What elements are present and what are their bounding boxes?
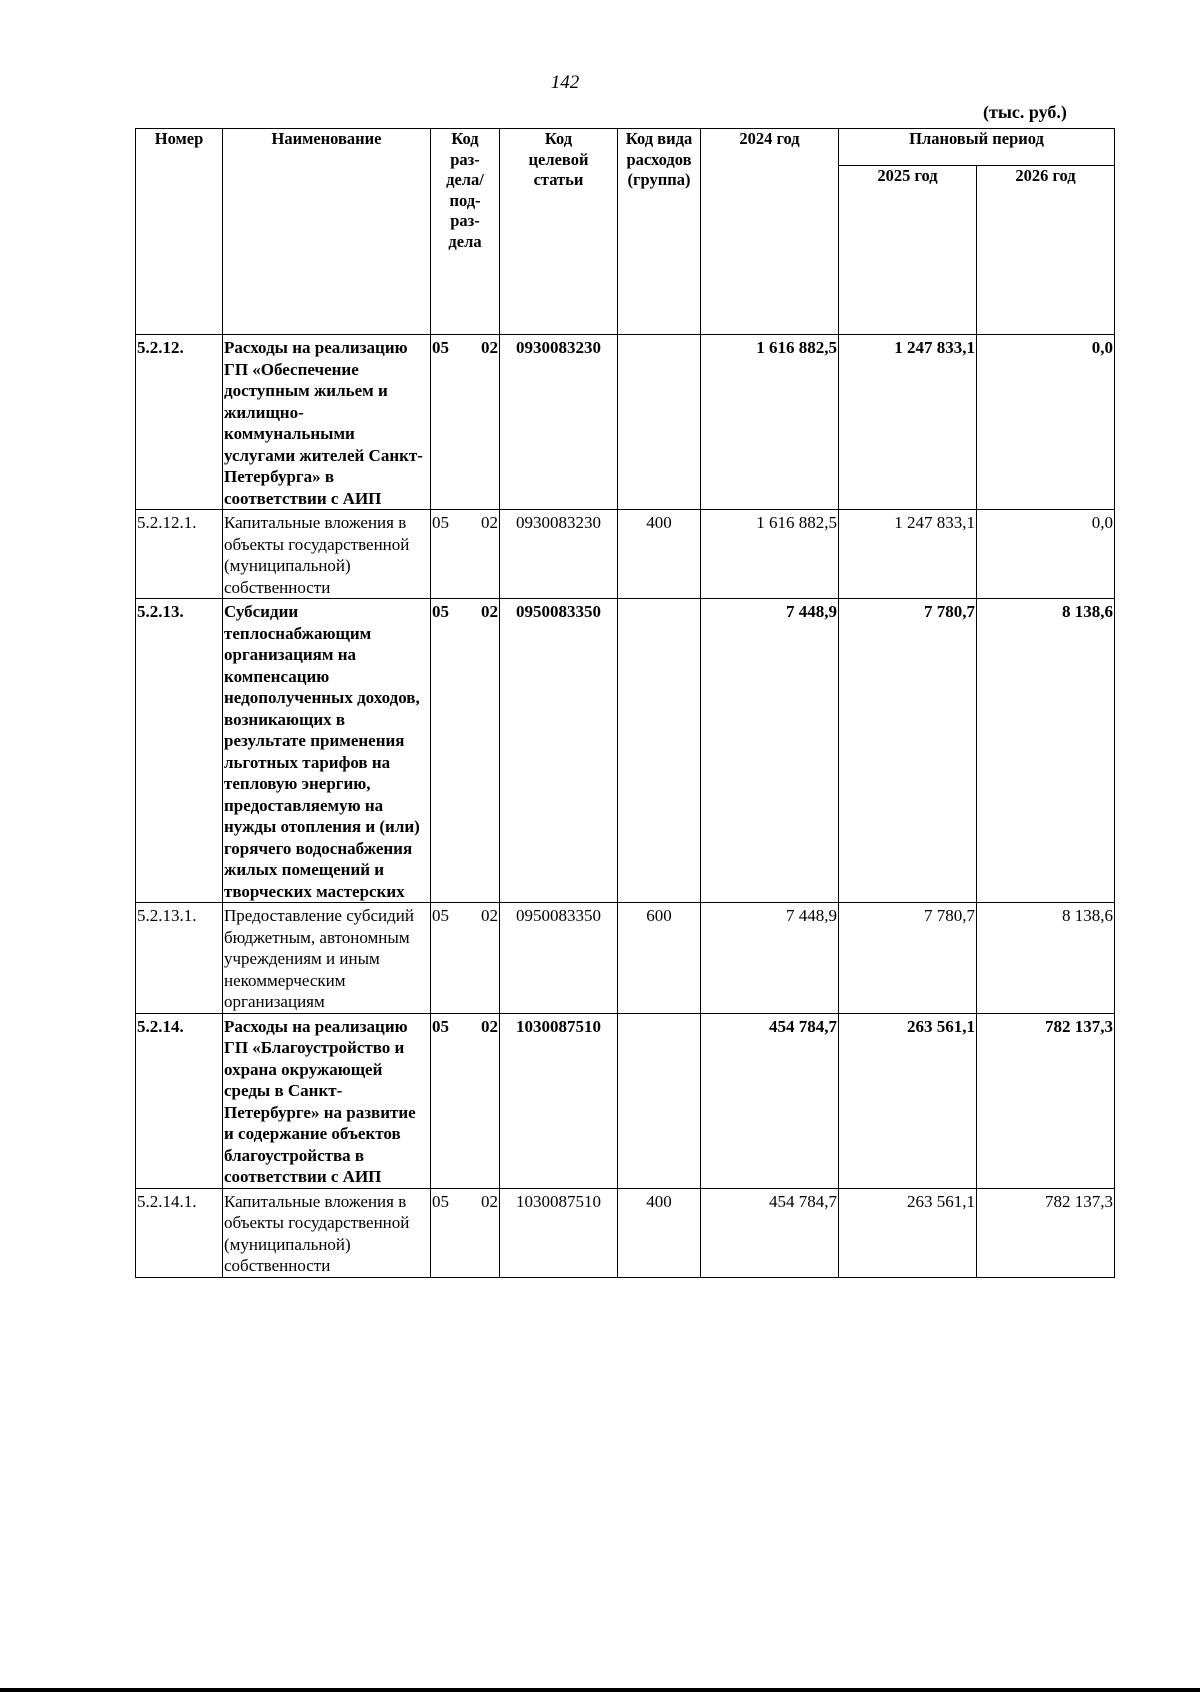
- row-amount-2025: 263 561,1: [839, 1013, 977, 1188]
- header-number: Номер: [136, 129, 223, 335]
- row-name: Расходы на реализацию ГП «Благоустройство и охрана окружающей среды в Санкт-Петербурге» на развитие и содержание объектов благоустройства в соответствии с АИП: [223, 1013, 431, 1188]
- table-row: [136, 599, 1115, 903]
- row-amount-2026: 8 138,6: [977, 903, 1115, 1014]
- row-amount-2024: 454 784,7: [701, 1013, 839, 1188]
- row-amount-2024: 1 616 882,5: [701, 510, 839, 599]
- row-section-code: [431, 1188, 500, 1277]
- page-number: 142: [550, 72, 580, 93]
- table-row: [136, 1013, 1115, 1188]
- row-section: 05: [432, 602, 449, 621]
- header-section-code: Код раз- дела/ под- раз- дела: [431, 129, 500, 335]
- header-year-2025: 2025 год: [839, 166, 977, 335]
- row-amount-2025: 1 247 833,1: [839, 510, 977, 599]
- row-target-code: 0930083230: [500, 510, 618, 599]
- scan-bottom-border: [0, 1688, 1200, 1692]
- row-subsection: 02: [481, 1191, 498, 1211]
- row-section: 05: [432, 906, 449, 925]
- table-row: [136, 1188, 1115, 1277]
- row-section: 05: [432, 338, 449, 357]
- header-name: Наименование: [223, 129, 431, 335]
- section-code-wrap: [432, 1016, 498, 1038]
- row-subsection: 02: [481, 906, 498, 925]
- row-section-code: [431, 510, 500, 599]
- row-subsection: 02: [481, 513, 498, 532]
- row-amount-2026: 0,0: [977, 335, 1115, 510]
- table-body: [136, 335, 1115, 1278]
- budget-table: [135, 128, 1115, 1278]
- row-expense-type: 400: [618, 1188, 701, 1277]
- header-row: [136, 129, 1115, 166]
- units-label: (тыс. руб.): [983, 102, 1067, 122]
- row-amount-2026: 782 137,3: [977, 1013, 1115, 1188]
- row-expense-type: [618, 335, 701, 510]
- row-amount-2025: 7 780,7: [839, 903, 977, 1014]
- section-code-wrap: [432, 601, 498, 623]
- row-number: 5.2.12.: [136, 335, 223, 510]
- header-expense-type: Код вида расходов (группа): [618, 129, 701, 335]
- row-section: 05: [432, 1191, 449, 1211]
- header-year-2026: 2026 год: [977, 166, 1115, 335]
- row-number: 5.2.12.1.: [136, 510, 223, 599]
- header-year-2024: 2024 год: [701, 129, 839, 335]
- table-row: [136, 903, 1115, 1014]
- row-amount-2025: 1 247 833,1: [839, 335, 977, 510]
- row-subsection: 02: [481, 602, 498, 621]
- row-number: 5.2.13.1.: [136, 903, 223, 1014]
- row-target-code: 0930083230: [500, 335, 618, 510]
- row-expense-type: 600: [618, 903, 701, 1014]
- row-name: Капитальные вложения в объекты государственной (муниципальной) собственности: [223, 510, 431, 599]
- row-expense-type: [618, 599, 701, 903]
- row-target-code: 1030087510: [500, 1188, 618, 1277]
- row-amount-2026: 8 138,6: [977, 599, 1115, 903]
- row-section: 05: [432, 1016, 449, 1036]
- row-subsection: 02: [481, 338, 498, 357]
- row-number: 5.2.14.: [136, 1013, 223, 1188]
- row-name: Субсидии теплоснабжающим организациям на компенсацию недополученных доходов, возникающих в результате применения льготных тарифов на тепловую энергию, предоставляемую на нужды отопления и (или) горячего водоснабжения жилых помещений и творческих мастерских: [223, 599, 431, 903]
- row-amount-2024: 7 448,9: [701, 903, 839, 1014]
- row-target-code: 0950083350: [500, 903, 618, 1014]
- row-target-code: 1030087510: [500, 1013, 618, 1188]
- row-name: Капитальные вложения в объекты государственной (муниципальной) собственности: [223, 1188, 431, 1277]
- row-subsection: 02: [481, 1016, 498, 1036]
- row-number: 5.2.13.: [136, 599, 223, 903]
- row-section-code: [431, 335, 500, 510]
- row-section-code: [431, 1013, 500, 1188]
- table-row: [136, 335, 1115, 510]
- section-code-wrap: [432, 905, 498, 927]
- row-section-code: [431, 599, 500, 903]
- row-amount-2024: 454 784,7: [701, 1188, 839, 1277]
- row-expense-type: 400: [618, 510, 701, 599]
- row-name: Расходы на реализацию ГП «Обеспечение доступным жильем и жилищно-коммунальными услугами жителей Санкт-Петербурга» в соответствии с АИП: [223, 335, 431, 510]
- row-amount-2024: 7 448,9: [701, 599, 839, 903]
- row-amount-2026: 0,0: [977, 510, 1115, 599]
- header-planned-period: Плановый период: [839, 129, 1115, 166]
- section-code-wrap: [432, 337, 498, 359]
- row-section-code: [431, 903, 500, 1014]
- row-amount-2025: 263 561,1: [839, 1188, 977, 1277]
- row-expense-type: [618, 1013, 701, 1188]
- row-section: 05: [432, 513, 449, 532]
- row-amount-2025: 7 780,7: [839, 599, 977, 903]
- row-number: 5.2.14.1.: [136, 1188, 223, 1277]
- section-code-wrap: [432, 512, 498, 534]
- row-name: Предоставление субсидий бюджетным, автономным учреждениям и иным некоммерческим организациям: [223, 903, 431, 1014]
- row-amount-2024: 1 616 882,5: [701, 335, 839, 510]
- row-target-code: 0950083350: [500, 599, 618, 903]
- table-row: [136, 510, 1115, 599]
- header-target-code: Код целевой статьи: [500, 129, 618, 335]
- row-amount-2026: 782 137,3: [977, 1188, 1115, 1277]
- section-code-wrap: [432, 1191, 498, 1213]
